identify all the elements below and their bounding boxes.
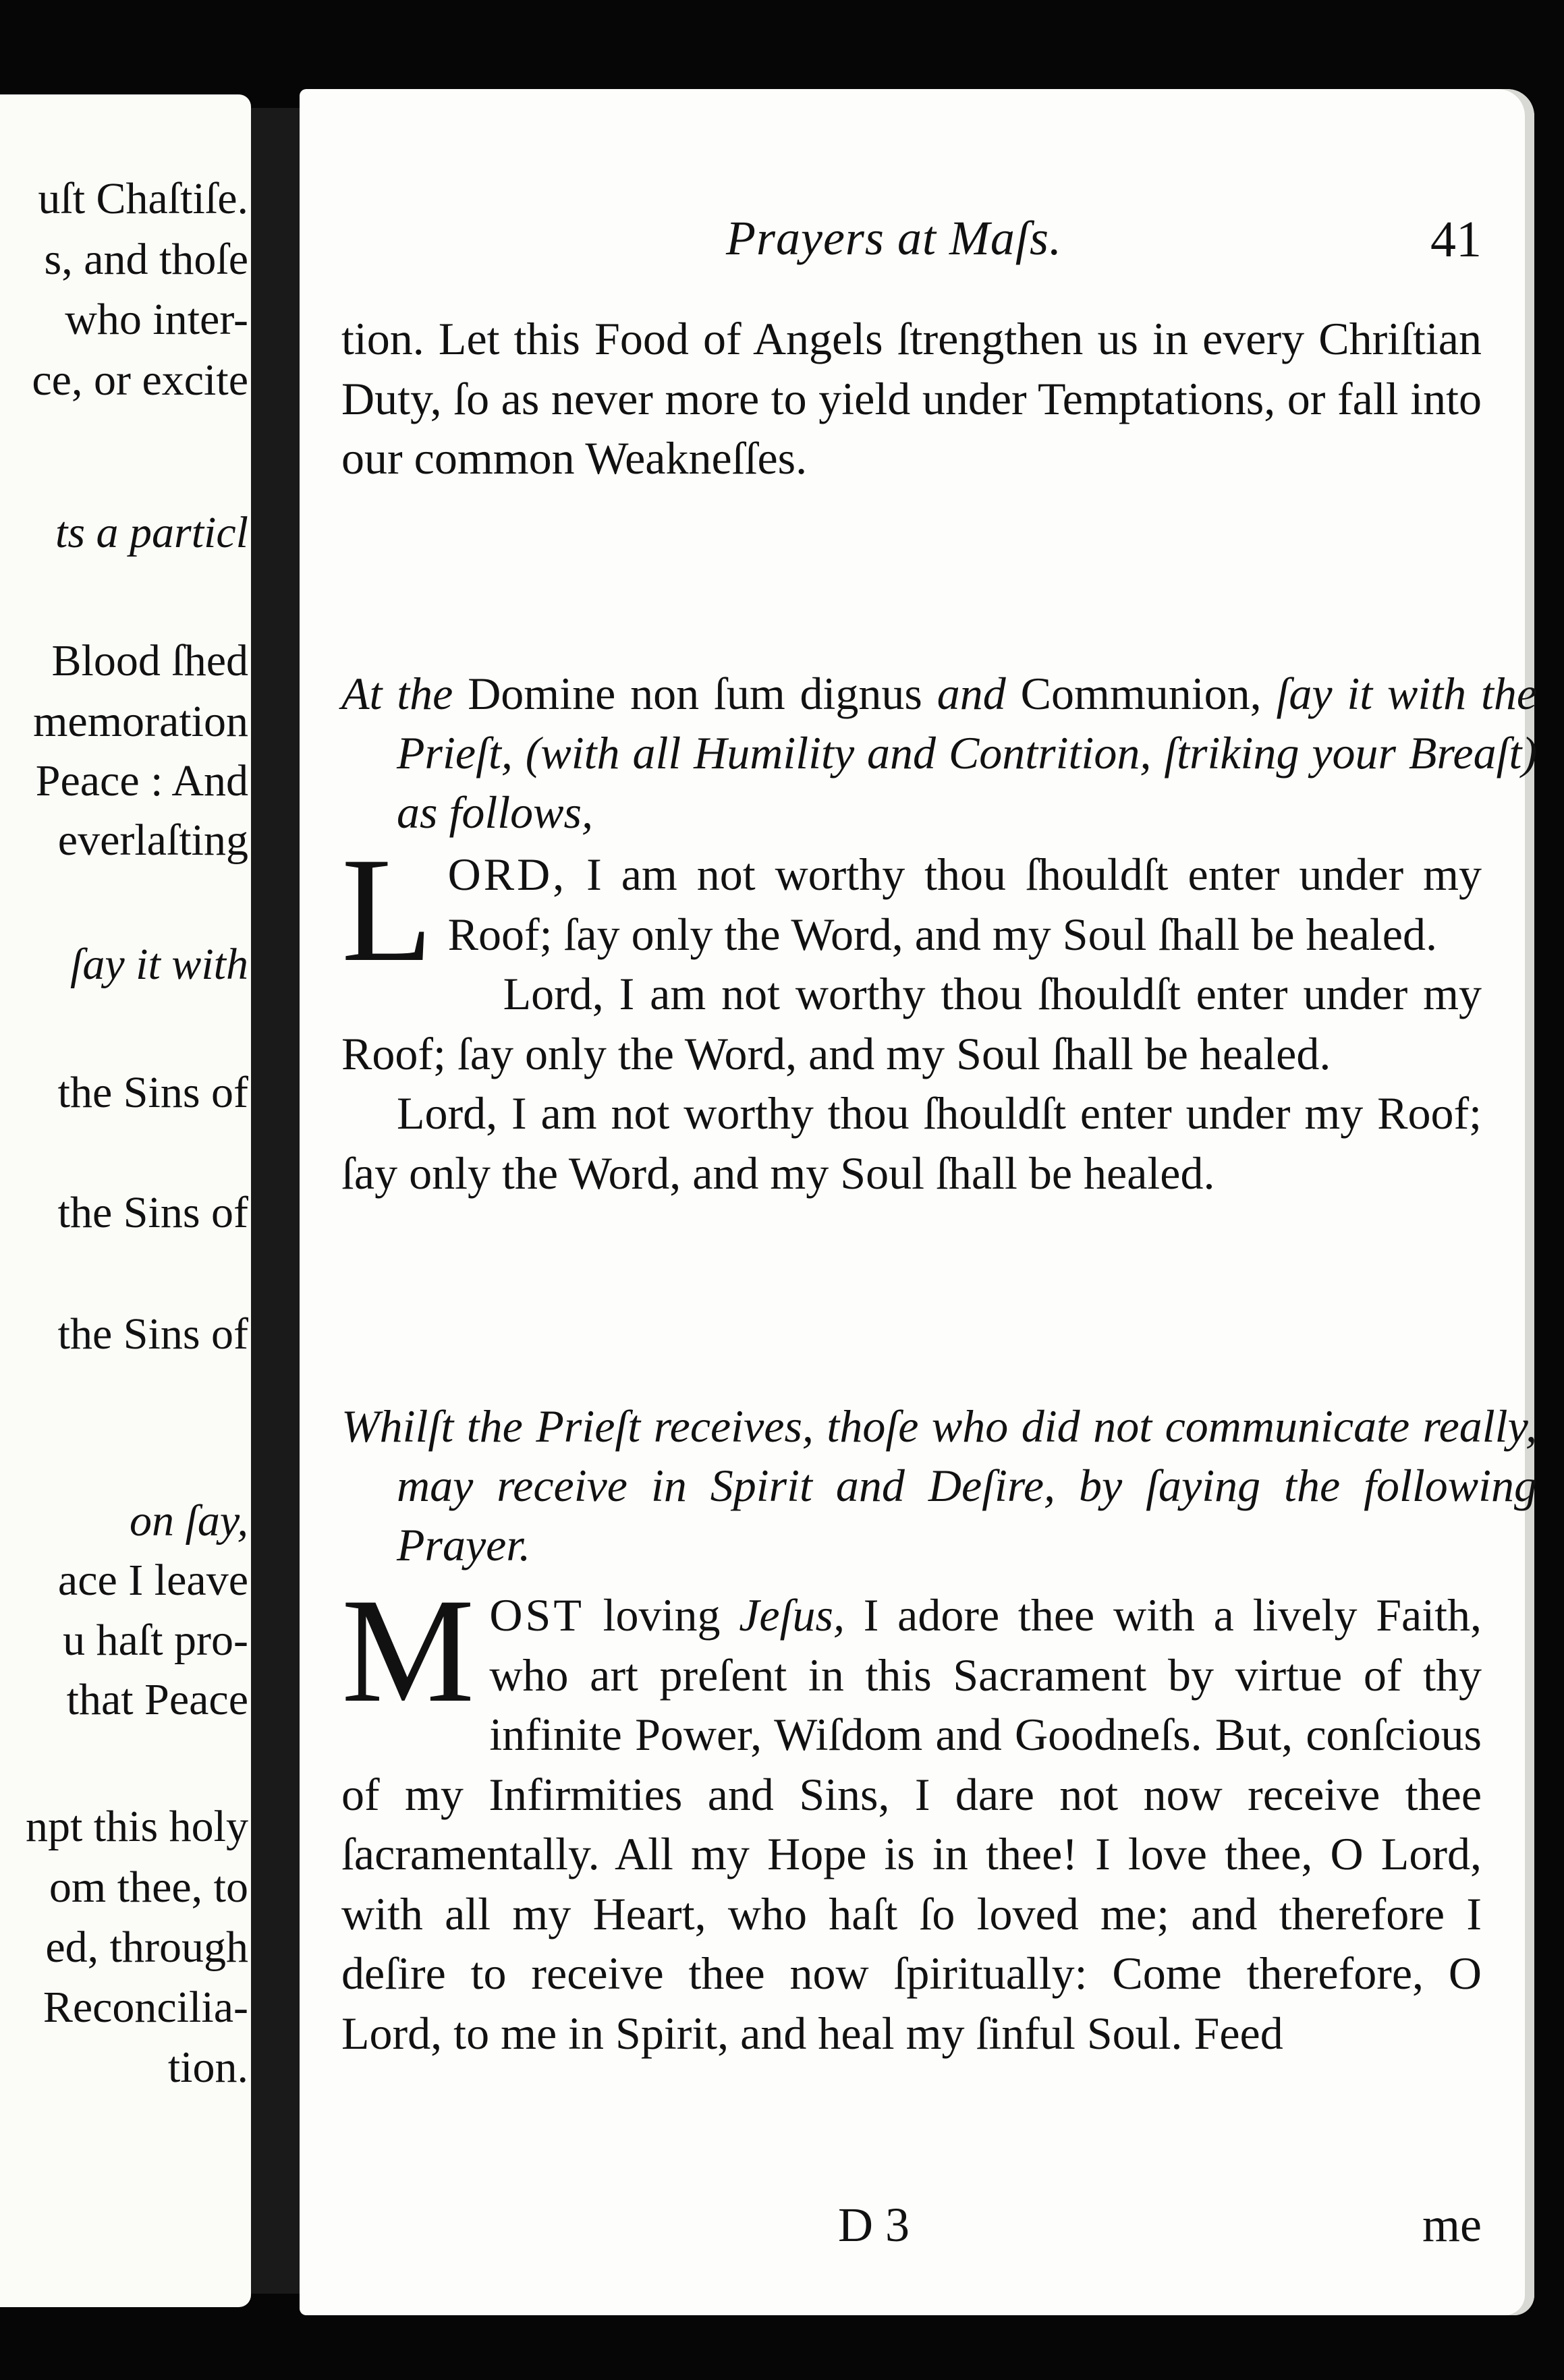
catchword: me — [1422, 2198, 1482, 2252]
book-page — [300, 89, 1538, 2315]
facing-page-line: ts a particl — [55, 508, 248, 557]
page-footer — [341, 2197, 1482, 2258]
facing-page-line: ſay it with — [70, 940, 248, 989]
facing-page-line: on ſay, — [130, 1496, 248, 1546]
facing-page-line: Blood ſhed — [51, 636, 248, 685]
facing-page-line: uſt Chaſtiſe. — [38, 174, 248, 223]
facing-page-line: npt this holy — [25, 1802, 248, 1851]
facing-page-line: s, and thoſe — [44, 235, 248, 284]
facing-page-line: who inter- — [65, 295, 248, 344]
rubric-word: Communion, — [1020, 668, 1262, 719]
facing-page-line: that Peace — [66, 1675, 248, 1724]
lord-prayer — [341, 827, 1482, 1203]
paragraph-continuation: tion. Let this Food of Angels ſtrengthen us in every Chriſtian Duty, ſo as never more to yield under Temptations, or fall into our common Weakneſſes. — [341, 313, 1482, 484]
rubric-and: and — [937, 668, 1006, 719]
holy-name: Jeſus, — [739, 1589, 845, 1641]
facing-page-line: everlaſting — [57, 816, 248, 865]
prayer-text: I adore thee with a lively Faith, who art preſent in this Sacrament by virtue of thy infinite Power, Wiſdom and Goodneſs. But, conſcious of my Infirmities and Sins, I dare not now receive thee ſacramentally. All my Hope is in thee! I love thee, O Lord, with all my Heart, who haſt ſo loved me; and therefore I deſire to receive thee now ſpiritually: Come therefore, O Lord, to me in Spirit, and heal my ſinful Soul. Feed — [341, 1589, 1482, 2059]
page-number: 41 — [1430, 211, 1482, 268]
rubric-instruction — [341, 664, 1537, 842]
rubric-lead: At the — [341, 668, 453, 719]
facing-page-line: ed, through — [45, 1923, 248, 1972]
prayer-word: loving — [603, 1589, 721, 1641]
facing-page-line: om thee, to — [49, 1863, 248, 1912]
facing-page-line: the Sins of — [57, 1068, 248, 1117]
rubric-whilst: Whilſt the Prieſt receives, thoſe who did not communicate really, may receive in Spirit and Deſire, by ſaying the following Prayer. — [341, 1400, 1537, 1570]
rubric-latin: Domine non ſum dignus — [468, 668, 922, 719]
facing-page-line: u haſt pro- — [63, 1616, 248, 1665]
facing-page-line: ace I leave — [57, 1556, 248, 1605]
running-head: Prayers at Maſs. — [726, 211, 1062, 265]
rubric-rest: ſay it with the Prieſt, (with all Humility and Contrition, ſtriking your Breaſt) as follows, — [397, 668, 1538, 838]
book-gutter — [251, 108, 300, 2294]
facing-page-line: the Sins of — [57, 1188, 248, 1237]
facing-page-fragment — [0, 94, 251, 2307]
prayer-opening-word: ORD, — [447, 849, 567, 900]
prayer-text: I am not worthy thou ſhouldſt enter under my Roof; ſay only the Word, and my Soul ſhall be healed. — [447, 849, 1482, 960]
facing-page-line: tion. — [167, 2043, 248, 2092]
drop-cap-letter-m: M — [341, 1568, 475, 1734]
facing-page-line: memoration — [33, 697, 248, 746]
drop-cap-letter: L — [341, 827, 433, 993]
prayer-opening-word: OST — [489, 1589, 584, 1641]
prayer-repeat-1: Lord, I am not worthy thou ſhouldſt enter under my Roof; ſay only the Word, and my Soul ſhall be healed. — [341, 968, 1482, 1079]
most-loving-prayer — [341, 1568, 1482, 2063]
page-header — [341, 210, 1482, 278]
facing-page-line: Peace : And — [35, 756, 248, 805]
facing-page-line: Reconcilia- — [43, 1983, 248, 2032]
facing-page-line: the Sins of — [57, 1309, 248, 1359]
signature-mark: D 3 — [838, 2198, 910, 2252]
prayer-repeat-2: Lord, I am not worthy thou ſhouldſt enter under my Roof; ſay only the Word, and my Soul ſhall be healed. — [341, 1087, 1482, 1199]
facing-page-line: ce, or excite — [32, 356, 248, 405]
